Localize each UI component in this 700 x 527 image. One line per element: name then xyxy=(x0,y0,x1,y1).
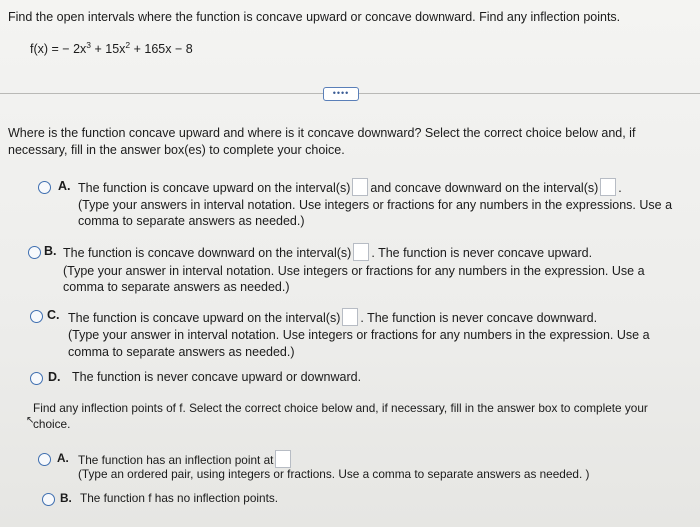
part2-choice-a[interactable] xyxy=(0,450,700,486)
choice-letter: A. xyxy=(57,451,69,465)
choice-hint: (Type your answers in interval notation. Use integers or fractions for any numbers in the expressions. Use a xyxy=(78,198,673,212)
choice-text-c: . xyxy=(618,181,622,195)
radio-button[interactable] xyxy=(30,372,43,385)
choice-letter: C. xyxy=(47,308,60,322)
choice-text-b: . The function is never concave upward. xyxy=(371,246,593,260)
formula-exp-2: 2 xyxy=(125,40,131,50)
formula-term-3: + 165x − 8 xyxy=(130,42,193,56)
answer-box-concave-up[interactable] xyxy=(342,308,358,326)
part1-choice-c[interactable] xyxy=(0,307,700,363)
choice-hint: comma to separate answers as needed.) xyxy=(68,345,295,359)
choice-letter: A. xyxy=(58,179,71,193)
choice-text-b: and concave downward on the interval(s) xyxy=(370,181,599,195)
choice-letter: D. xyxy=(48,370,61,384)
choice-text xyxy=(63,243,592,261)
choice-text-b: . The function is never concave downward. xyxy=(360,311,598,325)
formula-term-1: − 2x xyxy=(62,42,87,56)
answer-box-concave-down[interactable] xyxy=(600,178,616,196)
part1-prompt: Where is the function concave upward and where is it concave downward? Select the correct choice below and, if necessary, fill in the answer box(es) to complete your choice. xyxy=(8,126,636,157)
part2-choice-b[interactable] xyxy=(0,490,700,508)
radio-button[interactable] xyxy=(42,493,55,506)
choice-hint: (Type an ordered pair, using integers or fractions. Use a comma to separate answers as needed. ) xyxy=(78,467,590,481)
expand-more-button[interactable]: •••• xyxy=(323,87,359,101)
part1-choice-a[interactable] xyxy=(0,178,700,234)
choice-hint: comma to separate answers as needed.) xyxy=(78,214,305,228)
part1-choice-b[interactable] xyxy=(0,243,700,299)
part2-prompt: Find any inflection points of f. Select the correct choice below and, if necessary, fill in the answer box to complete your choice. xyxy=(33,401,648,431)
formula-exp-1: 3 xyxy=(86,40,92,50)
choice-text-a: The function is concave downward on the interval(s) xyxy=(63,246,352,260)
radio-button[interactable] xyxy=(28,246,41,259)
choice-text: The function is never concave upward or downward. xyxy=(72,370,362,384)
choice-text-a: The function is concave upward on the interval(s) xyxy=(78,181,351,195)
choice-text xyxy=(78,178,622,196)
radio-button[interactable] xyxy=(38,181,51,194)
radio-button[interactable] xyxy=(30,310,43,323)
choice-text-a: The function has an inflection point at xyxy=(78,453,274,467)
mouse-cursor-icon: ↖ xyxy=(26,415,35,426)
choice-hint: comma to separate answers as needed.) xyxy=(63,280,290,294)
choice-text: The function f has no inflection points. xyxy=(80,491,279,505)
part1-choice-d[interactable] xyxy=(0,369,700,387)
radio-button[interactable] xyxy=(38,453,51,466)
choice-letter: B. xyxy=(44,244,57,258)
answer-box-concave-down[interactable] xyxy=(353,243,369,261)
formula-lhs: f(x) = xyxy=(30,42,63,56)
formula-term-2: + 15x xyxy=(91,42,126,56)
choice-letter: B. xyxy=(60,491,72,505)
choice-hint: (Type your answer in interval notation. Use integers or fractions for any numbers in the expression. Use a xyxy=(63,264,645,278)
answer-box-concave-up[interactable] xyxy=(352,178,368,196)
choice-text-a: The function is concave upward on the interval(s) xyxy=(68,311,341,325)
function-formula xyxy=(30,42,193,56)
question-instruction: Find the open intervals where the function is concave upward or concave downward. Find any inflection points. xyxy=(8,10,621,24)
choice-text xyxy=(68,308,597,326)
choice-hint: (Type your answer in interval notation. Use integers or fractions for any numbers in the expression. Use a xyxy=(68,328,650,342)
